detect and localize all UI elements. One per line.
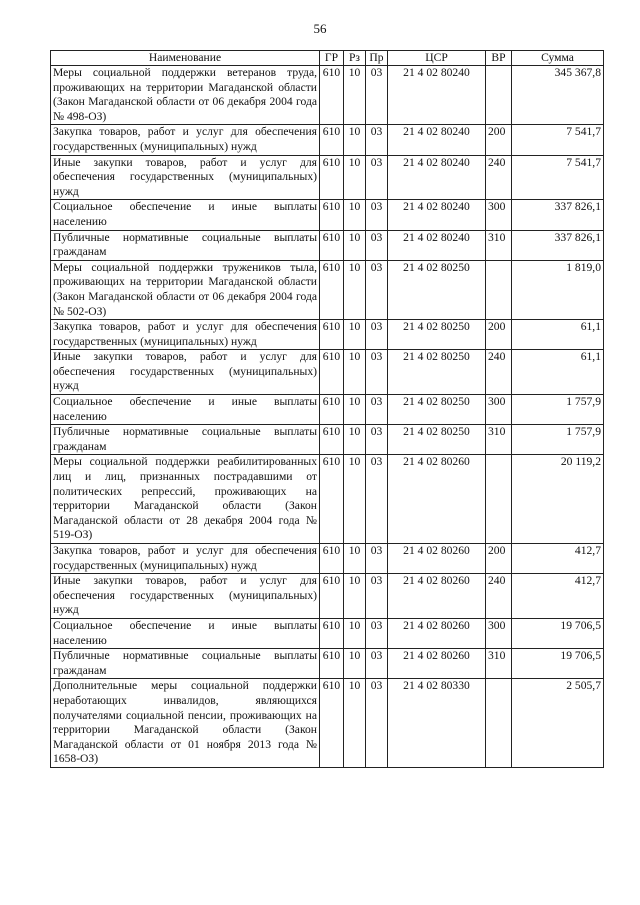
cell-name: Социальное обеспечение и иные выплаты населению: [51, 395, 320, 425]
cell-name: Публичные нормативные социальные выплаты гражданам: [51, 649, 320, 679]
cell-rz: 10: [344, 618, 366, 648]
cell-name: Иные закупки товаров, работ и услуг для обеспечения государственных (муниципальных) нужд: [51, 155, 320, 200]
cell-sum: 61,1: [512, 350, 604, 395]
table-row: [51, 618, 604, 648]
table-row: [51, 155, 604, 200]
cell-gr: 610: [320, 66, 344, 125]
cell-vr: 300: [486, 200, 512, 230]
cell-name: Закупка товаров, работ и услуг для обеспечения государственных (муниципальных) нужд: [51, 125, 320, 155]
cell-csr: 21 4 02 80250: [388, 395, 486, 425]
cell-gr: 610: [320, 350, 344, 395]
cell-name: Публичные нормативные социальные выплаты гражданам: [51, 425, 320, 455]
cell-pr: 03: [366, 679, 388, 768]
table-row: [51, 574, 604, 619]
table-row: [51, 649, 604, 679]
cell-csr: 21 4 02 80250: [388, 350, 486, 395]
cell-sum: 412,7: [512, 574, 604, 619]
cell-pr: 03: [366, 618, 388, 648]
cell-vr: [486, 455, 512, 544]
column-header-pr: Пр: [366, 51, 388, 66]
cell-csr: 21 4 02 80250: [388, 320, 486, 350]
table-body: [51, 66, 604, 768]
cell-gr: 610: [320, 649, 344, 679]
cell-sum: 337 826,1: [512, 230, 604, 260]
cell-gr: 610: [320, 320, 344, 350]
cell-gr: 610: [320, 544, 344, 574]
cell-csr: 21 4 02 80240: [388, 125, 486, 155]
budget-table: [50, 50, 604, 768]
cell-csr: 21 4 02 80240: [388, 155, 486, 200]
cell-vr: 200: [486, 320, 512, 350]
cell-sum: 337 826,1: [512, 200, 604, 230]
column-header-csr: ЦСР: [388, 51, 486, 66]
cell-pr: 03: [366, 260, 388, 319]
table-row: [51, 230, 604, 260]
cell-name: Меры социальной поддержки ветеранов труда, проживающих на территории Магаданской области (Закон Магаданской области от 06 декабря 2004 года № 498-ОЗ): [51, 66, 320, 125]
cell-name: Меры социальной поддержки реабилитированных лиц и лиц, признанных пострадавшими от политических репрессий, проживающих на территории Магаданской области (Закон Магаданской области от 28 декабря 2004 года № 519-ОЗ): [51, 455, 320, 544]
cell-name: Закупка товаров, работ и услуг для обеспечения государственных (муниципальных) нужд: [51, 544, 320, 574]
cell-csr: 21 4 02 80240: [388, 230, 486, 260]
cell-gr: 610: [320, 395, 344, 425]
cell-vr: 300: [486, 618, 512, 648]
page-number: 56: [313, 21, 327, 36]
cell-gr: 610: [320, 200, 344, 230]
cell-pr: 03: [366, 350, 388, 395]
cell-vr: [486, 66, 512, 125]
cell-name: Иные закупки товаров, работ и услуг для обеспечения государственных (муниципальных) нужд: [51, 350, 320, 395]
column-header-sum: Сумма: [512, 51, 604, 66]
cell-pr: 03: [366, 200, 388, 230]
table-row: [51, 320, 604, 350]
cell-sum: 2 505,7: [512, 679, 604, 768]
cell-rz: 10: [344, 544, 366, 574]
cell-csr: 21 4 02 80240: [388, 66, 486, 125]
cell-pr: 03: [366, 455, 388, 544]
cell-rz: 10: [344, 425, 366, 455]
cell-csr: 21 4 02 80260: [388, 544, 486, 574]
column-header-rz: Рз: [344, 51, 366, 66]
cell-pr: 03: [366, 66, 388, 125]
column-header-gr: ГР: [320, 51, 344, 66]
cell-name: Социальное обеспечение и иные выплаты населению: [51, 200, 320, 230]
cell-sum: 412,7: [512, 544, 604, 574]
cell-rz: 10: [344, 155, 366, 200]
cell-gr: 610: [320, 455, 344, 544]
cell-csr: 21 4 02 80260: [388, 618, 486, 648]
cell-pr: 03: [366, 155, 388, 200]
table-row: [51, 350, 604, 395]
column-header-name: Наименование: [51, 51, 320, 66]
cell-vr: [486, 679, 512, 768]
cell-rz: 10: [344, 230, 366, 260]
cell-rz: 10: [344, 679, 366, 768]
cell-rz: 10: [344, 125, 366, 155]
cell-rz: 10: [344, 574, 366, 619]
cell-pr: 03: [366, 125, 388, 155]
cell-vr: 240: [486, 155, 512, 200]
cell-csr: 21 4 02 80330: [388, 679, 486, 768]
cell-pr: 03: [366, 574, 388, 619]
cell-rz: 10: [344, 260, 366, 319]
table-row: [51, 125, 604, 155]
cell-gr: 610: [320, 425, 344, 455]
cell-csr: 21 4 02 80250: [388, 425, 486, 455]
table-row: [51, 260, 604, 319]
cell-vr: 200: [486, 125, 512, 155]
cell-name: Иные закупки товаров, работ и услуг для обеспечения государственных (муниципальных) нужд: [51, 574, 320, 619]
cell-gr: 610: [320, 618, 344, 648]
table-row: [51, 200, 604, 230]
cell-vr: 300: [486, 395, 512, 425]
table-header-row: [51, 51, 604, 66]
cell-pr: 03: [366, 544, 388, 574]
cell-pr: 03: [366, 425, 388, 455]
cell-gr: 610: [320, 679, 344, 768]
cell-gr: 610: [320, 230, 344, 260]
cell-gr: 610: [320, 125, 344, 155]
table-row: [51, 544, 604, 574]
cell-sum: 7 541,7: [512, 155, 604, 200]
table-row: [51, 395, 604, 425]
table-row: [51, 425, 604, 455]
cell-gr: 610: [320, 155, 344, 200]
cell-sum: 19 706,5: [512, 649, 604, 679]
cell-gr: 610: [320, 260, 344, 319]
cell-vr: 240: [486, 574, 512, 619]
cell-sum: 7 541,7: [512, 125, 604, 155]
cell-pr: 03: [366, 395, 388, 425]
cell-sum: 345 367,8: [512, 66, 604, 125]
cell-sum: 1 757,9: [512, 425, 604, 455]
cell-name: Меры социальной поддержки тружеников тыла, проживающих на территории Магаданской области (Закон Магаданской области от 06 декабря 2004 года № 502-ОЗ): [51, 260, 320, 319]
cell-csr: 21 4 02 80260: [388, 574, 486, 619]
cell-vr: 310: [486, 230, 512, 260]
cell-sum: 19 706,5: [512, 618, 604, 648]
cell-vr: 240: [486, 350, 512, 395]
cell-csr: 21 4 02 80260: [388, 455, 486, 544]
cell-rz: 10: [344, 320, 366, 350]
cell-rz: 10: [344, 66, 366, 125]
cell-sum: 61,1: [512, 320, 604, 350]
cell-csr: 21 4 02 80240: [388, 200, 486, 230]
cell-rz: 10: [344, 649, 366, 679]
cell-rz: 10: [344, 395, 366, 425]
cell-rz: 10: [344, 200, 366, 230]
cell-pr: 03: [366, 649, 388, 679]
cell-rz: 10: [344, 455, 366, 544]
cell-rz: 10: [344, 350, 366, 395]
cell-vr: 200: [486, 544, 512, 574]
cell-vr: [486, 260, 512, 319]
table-row: [51, 66, 604, 125]
cell-csr: 21 4 02 80260: [388, 649, 486, 679]
table-row: [51, 455, 604, 544]
cell-name: Дополнительные меры социальной поддержки неработающих инвалидов, являющихся получателями социальной пенсии, проживающих на территории Магаданской области (Закон Магаданской области от 01 ноября 2013 года № 1658-ОЗ): [51, 679, 320, 768]
cell-sum: 1 819,0: [512, 260, 604, 319]
cell-name: Закупка товаров, работ и услуг для обеспечения государственных (муниципальных) нужд: [51, 320, 320, 350]
cell-vr: 310: [486, 425, 512, 455]
column-header-vr: ВР: [486, 51, 512, 66]
cell-name: Публичные нормативные социальные выплаты гражданам: [51, 230, 320, 260]
table-row: [51, 679, 604, 768]
cell-sum: 1 757,9: [512, 395, 604, 425]
cell-pr: 03: [366, 320, 388, 350]
cell-name: Социальное обеспечение и иные выплаты населению: [51, 618, 320, 648]
cell-pr: 03: [366, 230, 388, 260]
cell-gr: 610: [320, 574, 344, 619]
cell-csr: 21 4 02 80250: [388, 260, 486, 319]
cell-sum: 20 119,2: [512, 455, 604, 544]
cell-vr: 310: [486, 649, 512, 679]
